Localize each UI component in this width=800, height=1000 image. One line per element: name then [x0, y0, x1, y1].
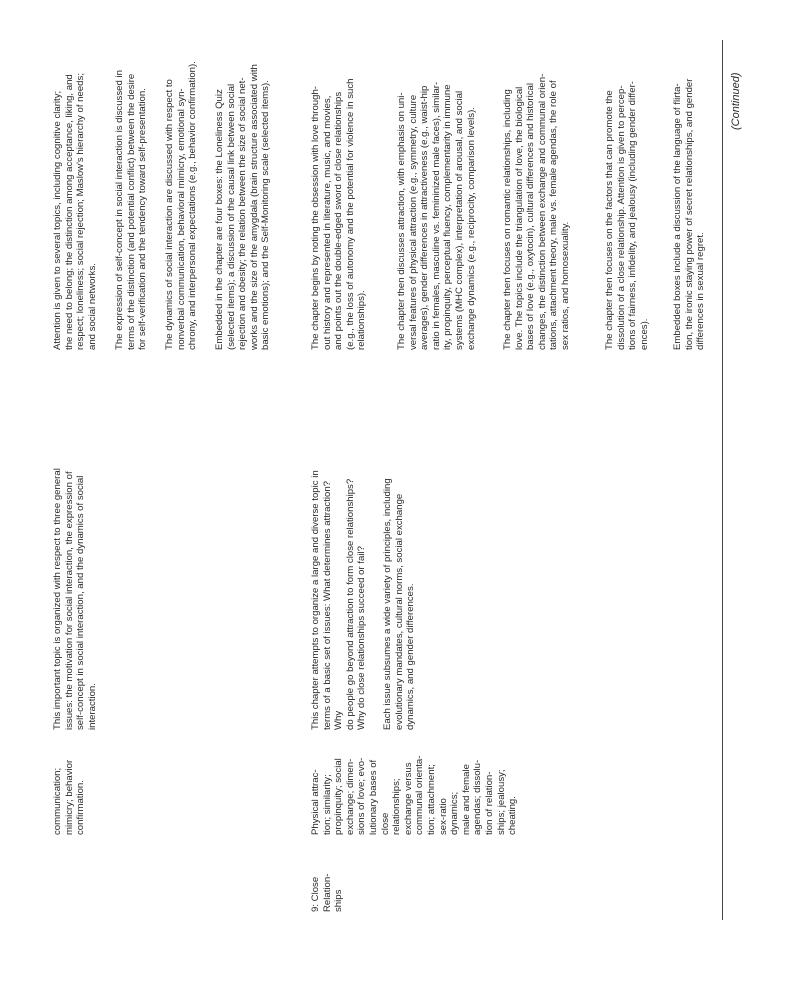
chapter-9-detail-4: The chapter then focuses on the factors that can promote the dissolution of a close relationship. Attention is given to percep- tions of fairness, infidelity, and jealousy (including gender differ- ences). [604, 81, 650, 350]
prev-row-detail-2: The expression of self-concept in social interaction is discussed in terms of the distinction (and potential conflict) between the desire for self-verification and the tendency toward self-presentation. [114, 70, 149, 350]
chapter-9-detail-1: The chapter begins by noting the obsession with love through- out history and represented in literature, music, and movies, and points out the double-edged sword of close relationships (e.g., the loss of autonomy and the potential for violence in such relationships). [310, 78, 368, 350]
chapter-9-summary-1: This chapter attempts to organize a large and diverse topic in terms of a basic set of issues: What determines attraction? Why do people go beyond attraction to form close relationships? Why do close relationships succeed or fail? [310, 470, 368, 730]
prev-row-summary: This important topic is organized with respect to three general issues: the motivation for social interaction, the expression of self-concept in social interaction, and the dynamics of social interaction. [52, 468, 98, 730]
chapter-9-detail-2: The chapter then discusses attraction, with emphasis on uni- versal features of physical attraction (e.g., symmetry, culture averages), gender differences in attractiveness (e.g., waist-hip ratio in females, masculine vs. femininized male faces), similar- ity, propinquity, perceptual fluency, complementarity in immune systems (MHC complex), interpretation of arousal, and social exchange dynamics (e.g., reciprocity, comparison levels). [396, 81, 477, 350]
table-bottom-rule [722, 40, 723, 920]
prev-row-issues: communication; mimicry; behavior confirmation. [52, 759, 87, 835]
chapter-9-detail-5: Embedded boxes include a discussion of the language of flirta- tion, the ironic staying power of secret relationships, and gender differences in sexual regret. [672, 78, 707, 350]
continued-label: (Continued) [730, 72, 742, 130]
chapter-9-summary-2: Each issue subsumes a wide variety of principles, including evolutionary mandates, cultural norms, social exchange dynamics, and gender differences. [382, 478, 417, 730]
prev-row-detail-4: Embedded in the chapter are four boxes: the Loneliness Quiz (selected items); a discussion of the causal link between social rejection and obesity; the relation between the size of social net- works and the size of the amygdala (brain structure associated with basic emotions); and the Self-Monitoring scale (selected items). [214, 64, 272, 350]
chapter-9-issues: Physical attrac- tion; similarity; propinquity; social exchange; dimen- sions of love; evo- lutionary bases of close relationships; exchange versus communal orienta- tion; attachment; sex-ratio dynamics; male and female agendas; dissolu- tion of relation- ships; jealousy; cheating. [310, 755, 519, 835]
chapter-9-label: 9: Close Relation- ships [310, 873, 345, 912]
prev-row-detail-1: Attention is given to several topics, including cognitive clarity; the need to belong; the distinction among acceptance, liking, and respect; loneliness; social rejection; Maslow's hierarchy of needs; and social networks. [52, 73, 98, 350]
prev-row-detail-3: The dynamics of social interaction are discussed with respect to nonverbal communication, behavioral mimicry, emotional syn- chrony, and interpersonal expectations (e.g., behavior confirmation). [164, 61, 199, 350]
chapter-9-detail-3: The chapter then focuses on romantic relationships, including love. The topics include the triangulation of love, the biological bases of love (e.g., oxytocin), cultural differences and historical changes, the distinction between exchange and communal orien- tations, attachment theory, male vs. female agendas, the role of sex ratios, and homosexuality. [502, 73, 571, 350]
